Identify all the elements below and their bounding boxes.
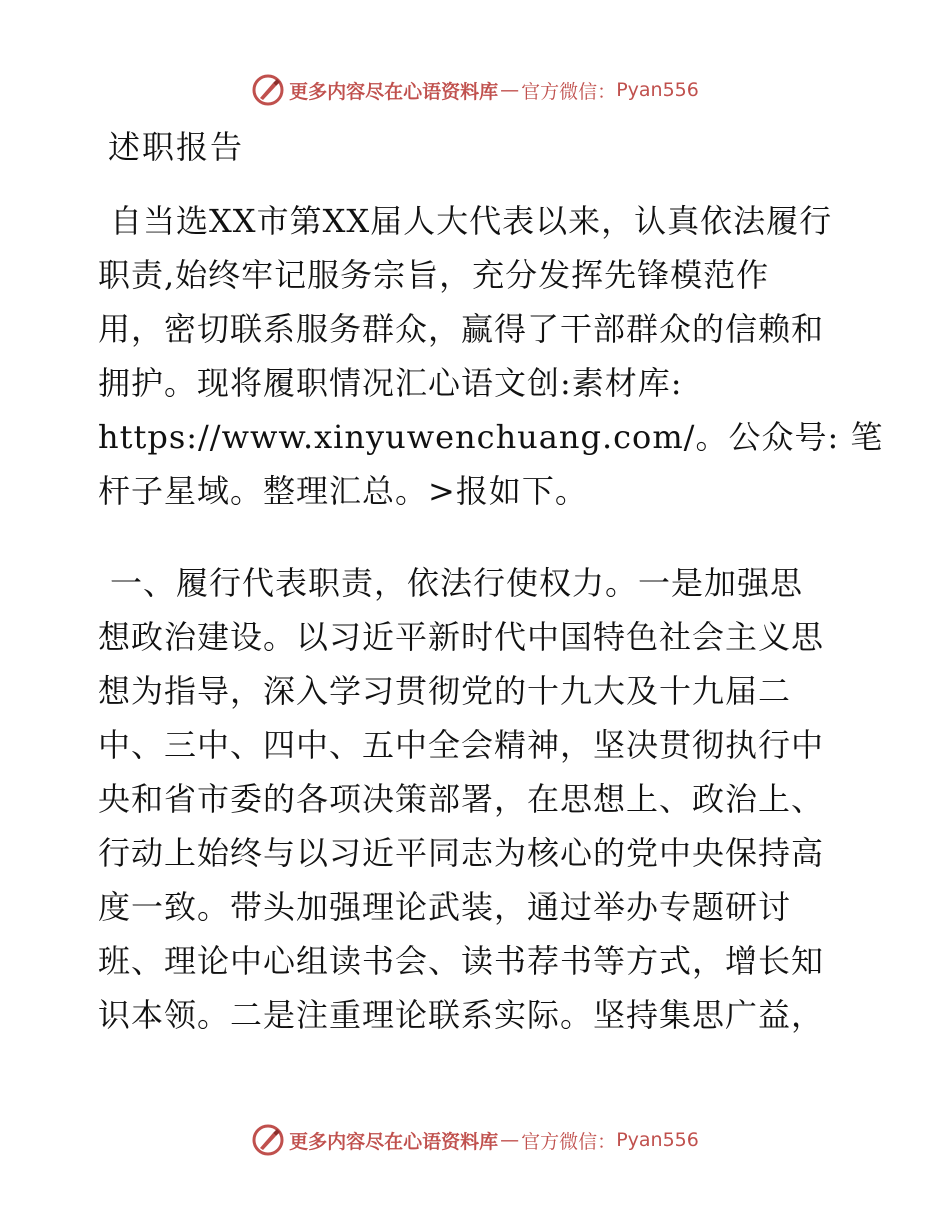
watermark-wechat-handle: Pyan556 xyxy=(616,79,699,101)
text-line: 行动上始终与以习近平同志为核心的党中央保持高 xyxy=(98,834,825,872)
watermark-wechat-label: 官方微信： xyxy=(521,1130,617,1153)
document-title: 述职报告 xyxy=(108,128,245,166)
watermark-wechat-handle: Pyan556 xyxy=(616,1129,699,1151)
text-line: 职责,始终牢记服务宗旨，充分发挥先锋模范作 xyxy=(98,256,770,294)
pen-logo-icon xyxy=(251,1123,285,1157)
text-line: 拥护。现将履职情况汇心语文创:素材库: xyxy=(98,364,683,402)
text-line: 想政治建设。以习近平新时代中国特色社会主义思 xyxy=(98,618,825,656)
text-line: 一、履行代表职责，依法行使权力。一是加强思 xyxy=(110,564,804,602)
pen-logo-icon xyxy=(251,73,285,107)
text-line: 想为指导，深入学习贯彻党的十九大及十九届二 xyxy=(98,672,792,710)
paragraph-intro xyxy=(98,194,884,518)
watermark-separator: — xyxy=(500,79,520,101)
watermark-wechat-label: 官方微信： xyxy=(521,80,617,103)
paragraph-section-one xyxy=(98,556,858,1042)
text-line: 央和省市委的各项决策部署，在思想上、政治上、 xyxy=(98,780,825,818)
text-line-url: https://www.xinyuwenchuang.com/。公众号: 笔 xyxy=(98,418,884,456)
text-line: 自当选XX市第XX届人大代表以来，认真依法履行 xyxy=(110,202,833,240)
watermark-brand-text: 更多内容尽在心语资料库 xyxy=(289,80,499,103)
header-watermark xyxy=(0,70,950,110)
text-line: 度一致。带头加强理论武装，通过举办专题研讨 xyxy=(98,888,792,926)
text-line: 班、理论中心组读书会、读书荐书等方式，增长知 xyxy=(98,942,825,980)
watermark-brand-text: 更多内容尽在心语资料库 xyxy=(289,1130,499,1153)
watermark-separator: — xyxy=(500,1129,520,1151)
text-line: 识本领。二是注重理论联系实际。坚持集思广益， xyxy=(98,996,825,1034)
text-line: 中、三中、四中、五中全会精神，坚决贯彻执行中 xyxy=(98,726,825,764)
text-line: 用，密切联系服务群众，赢得了干部群众的信赖和 xyxy=(98,310,825,348)
footer-watermark xyxy=(0,1120,950,1160)
text-line: 杆子星域。整理汇总。>报如下。 xyxy=(98,472,588,510)
